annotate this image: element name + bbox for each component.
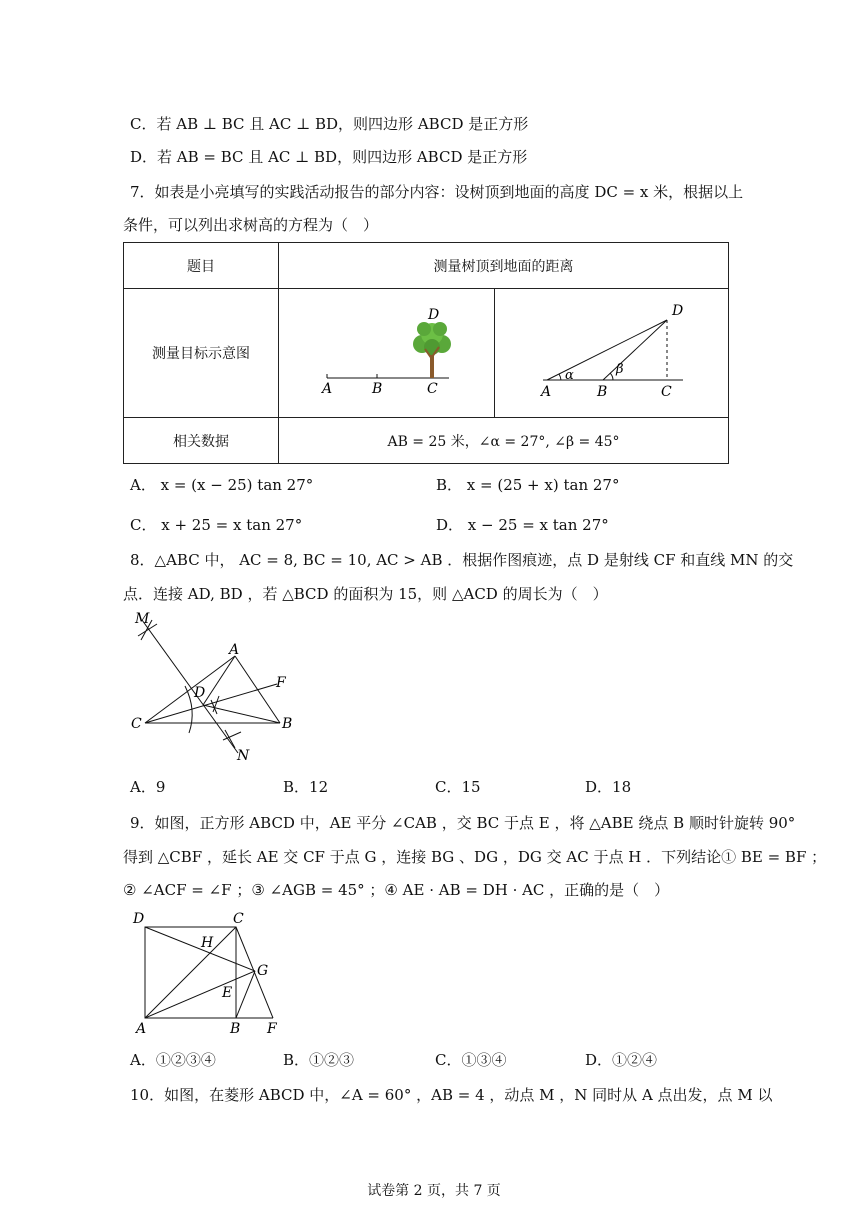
q9-stem-line1: 9．如图，正方形 ABCD 中，AE 平分 ∠CAB ，交 BC 于点 E ，将 △ABE 绕点 B 顺时针旋转 90°: [130, 814, 796, 832]
line-mn: [142, 620, 238, 753]
tree-scene-figure: [279, 289, 494, 413]
q10-stem-line1: 10．如图，在菱形 ABCD 中，∠A = 60° ，AB = 4 ，动点 M ，N 同时从 A 点出发，点 M 以: [130, 1086, 773, 1104]
label-beta: β: [616, 362, 624, 377]
arc-mark-d2: [213, 696, 219, 712]
q9-option-c: C．①③④: [435, 1051, 507, 1069]
q6-option-d: D．若 AB = BC 且 AC ⊥ BD，则四边形 ABCD 是正方形: [130, 148, 528, 166]
table-diagram-left: [279, 289, 495, 418]
q7-report-table: [123, 242, 729, 464]
label-c: C: [233, 911, 244, 927]
label-d: D: [194, 685, 206, 701]
ray-cf: [145, 684, 277, 723]
q8-figure: [125, 608, 305, 768]
table-diagram-label: 测量目标示意图: [124, 289, 279, 418]
label-c: C: [131, 716, 142, 732]
triangle-figure: [495, 289, 728, 413]
tree-icon: [413, 322, 451, 378]
q9-figure: [125, 905, 295, 1040]
page-footer: 试卷第 2 页，共 7 页: [367, 1183, 501, 1199]
q7-stem-line2: 条件，可以列出求树高的方程为（ ）: [123, 216, 379, 234]
angle-beta-arc: [610, 373, 613, 380]
q9-option-b: B．①②③: [283, 1051, 355, 1069]
table-data-value: AB = 25 米，∠α = 27°, ∠β = 45°: [279, 418, 729, 464]
label-n: N: [237, 748, 250, 764]
label-b: B: [230, 1021, 241, 1037]
label-d: D: [133, 911, 145, 927]
label-alpha: α: [565, 368, 574, 383]
label-m: M: [135, 611, 150, 627]
q7-stem-line1: 7．如表是小亮填写的实践活动报告的部分内容：设树顶到地面的高度 DC = x 米，根据以上: [130, 183, 744, 201]
label-f: F: [267, 1021, 277, 1037]
q7-option-c: C． x + 25 = x tan 27°: [130, 516, 303, 534]
label-a: A: [541, 384, 552, 400]
diagonal-ac: [145, 927, 236, 1018]
label-g: G: [257, 963, 269, 979]
line-bd: [603, 320, 667, 380]
q8-stem-line2: 点．连接 AD, BD ，若 △BCD 的面积为 15，则 △ACD 的周长为（ ）: [123, 585, 608, 603]
q9-option-d: D．①②④: [585, 1051, 658, 1069]
label-c: C: [661, 384, 672, 400]
label-b: B: [597, 384, 608, 400]
table-header-topic-value: 测量树顶到地面的距离: [279, 243, 729, 289]
q8-option-c: C．15: [435, 778, 481, 796]
label-a: A: [229, 642, 240, 658]
q7-option-a: A． x = (x − 25) tan 27°: [130, 476, 314, 494]
q9-stem-line2: 得到 △CBF ，延长 AE 交 CF 于点 G ，连接 BG 、DG ，DG 交 AC 于点 H ．下列结论① BE = BF ；: [123, 848, 827, 866]
q8-option-a: A．9: [130, 778, 166, 796]
label-a: A: [136, 1021, 147, 1037]
table-header-topic-label: 题目: [124, 243, 279, 289]
q9-stem-line3: ② ∠ACF = ∠F ；③ ∠AGB = 45° ；④ AE · AB = DH · AC ，正确的是（ ）: [123, 881, 670, 899]
q8-stem-line1: 8．△ABC 中， AC = 8, BC = 10, AC > AB ．根据作图痕迹，点 D 是射线 CF 和直线 MN 的交: [130, 551, 794, 569]
label-b: B: [372, 381, 383, 397]
label-d: D: [428, 307, 440, 323]
arc-mark-n2: [225, 730, 235, 748]
q6-option-c: C．若 AB ⊥ BC 且 AC ⊥ BD，则四边形 ABCD 是正方形: [130, 115, 529, 133]
q9-option-a: A．①②③④: [130, 1051, 216, 1069]
label-h: H: [201, 935, 214, 951]
angle-alpha-arc: [559, 374, 561, 380]
label-d: D: [672, 303, 684, 319]
q7-option-d: D． x − 25 = x tan 27°: [436, 516, 609, 534]
label-e: E: [222, 985, 233, 1001]
label-f: F: [276, 675, 286, 691]
table-diagram-right: [495, 289, 729, 418]
q7-option-b: B． x = (25 + x) tan 27°: [436, 476, 620, 494]
label-b: B: [282, 716, 293, 732]
side-ca: [145, 656, 235, 723]
q8-option-b: B．12: [283, 778, 329, 796]
q8-option-d: D．18: [585, 778, 632, 796]
label-c: C: [427, 381, 438, 397]
label-a: A: [322, 381, 333, 397]
table-data-label: 相关数据: [124, 418, 279, 464]
